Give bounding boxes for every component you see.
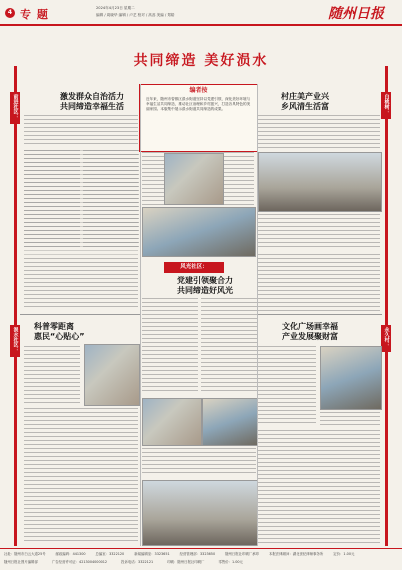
- side-tag-yunshui: [10, 325, 20, 357]
- side-tag-qianjin: [10, 92, 20, 124]
- footer-item: 投诉电话：3322121: [121, 560, 154, 564]
- footer-row-1: [4, 551, 398, 556]
- column-divider: [257, 84, 258, 546]
- footer-item: 广告经营许可证：4213004000012: [51, 560, 108, 564]
- footer-item: 零售价：1.00元: [218, 560, 243, 564]
- article-2-text-c: [258, 254, 380, 312]
- article-1-text-d: [24, 150, 138, 256]
- article-title-4: 科普零距离 惠民“心贴心”: [34, 322, 85, 341]
- footer-item: 经营管理部：3323650: [179, 552, 216, 556]
- right-red-bar: [385, 66, 388, 546]
- article-3-text-b: [201, 298, 257, 394]
- footer-item: 总编室：3322120: [95, 552, 125, 556]
- footer-item: 随州日报社印刷厂承印: [225, 552, 260, 556]
- editor-credits: 编辑 / 周晓华 编辑 / 卢艺 校对 / 高蕊 美编 / 郑皓: [96, 13, 175, 17]
- side-tag-label: 前进社区：: [12, 94, 19, 119]
- footer-item: 本报法律顾问：湖北世纪律师事务所: [269, 552, 324, 556]
- article-4-text-b: [24, 408, 138, 544]
- photo-culture-square: [320, 346, 382, 410]
- side-tag-yongjiu: [381, 325, 391, 352]
- footer-row-2: [4, 559, 398, 564]
- side-tag-baitaoshu: [381, 92, 391, 119]
- photo-village-gate: [142, 480, 258, 546]
- page-number: 4: [5, 8, 15, 18]
- side-tag-label: 白桃树：: [383, 94, 390, 114]
- article-title-2: 村庄美产业兴 乡风清生活富: [281, 92, 329, 111]
- article-title-5: 文化广场画幸福 产业发展聚财富: [282, 322, 338, 341]
- article-1-text-a: [24, 115, 138, 145]
- section-title: 专 题: [20, 8, 49, 21]
- section-divider: [20, 314, 140, 315]
- page-header: [0, 0, 402, 34]
- footer-item: 社址：随州市白云大道25号: [4, 552, 46, 556]
- left-red-bar: [14, 66, 17, 546]
- page-footer: [0, 548, 402, 570]
- side-tag-label: 涢水社区：: [12, 327, 19, 352]
- footer-item: 新闻编辑室：3323651: [134, 552, 170, 556]
- column-divider: [140, 84, 141, 546]
- section-divider: [258, 314, 382, 315]
- editor-note-box: [139, 84, 258, 152]
- article-2-text-b: [258, 214, 380, 250]
- page-headline: 共同缔造 美好涢水: [133, 53, 269, 69]
- footer-item: 邮政编码：441300: [55, 552, 86, 556]
- article-5-text-a: [258, 346, 316, 424]
- footer-item: 印刷：随州日报社印刷厂: [167, 560, 205, 564]
- article-4-text-a: [24, 346, 80, 404]
- editor-note-body: 近年来，随州市曾都区涢水街道坚持以党建引领，深化美好环境与幸福生活共同缔造，推动社区治理和乡村振兴，打造各具特色的美丽家园。本版集中展示涢水街道共同缔造的成果。: [146, 97, 251, 111]
- article-3-text-c: [142, 448, 256, 476]
- footer-item: 定价：1.00元: [333, 552, 355, 556]
- footer-item: 随州日报社图片编辑部: [4, 560, 38, 564]
- article-2-text-a: [258, 115, 380, 149]
- photo-children-activity: [164, 153, 224, 205]
- article-title-1: 激发群众自治活力 共同缔造幸福生活: [60, 92, 124, 111]
- photo-street-scene: [142, 207, 256, 257]
- photo-community-gathering: [142, 398, 202, 446]
- photo-meeting: [202, 398, 258, 446]
- side-tag-label: 永久村：: [383, 327, 390, 347]
- fengguang-label: 风光社区：: [164, 262, 224, 273]
- article-5-text-c: [258, 430, 380, 544]
- article-5-text-b: [320, 412, 380, 426]
- header-rule: [0, 24, 402, 26]
- dateline: 2024年4月23日 星期二: [96, 6, 135, 10]
- article-title-3: 党建引领聚合力 共同缔造好风光: [177, 276, 233, 295]
- article-1-text-f: [24, 258, 138, 308]
- photo-science-event: [84, 344, 140, 406]
- article-3-text-a: [142, 298, 198, 394]
- newspaper-logo: 随州日报: [328, 6, 384, 22]
- photo-village-aerial: [258, 152, 382, 212]
- editor-note-title: 编者按: [189, 87, 208, 94]
